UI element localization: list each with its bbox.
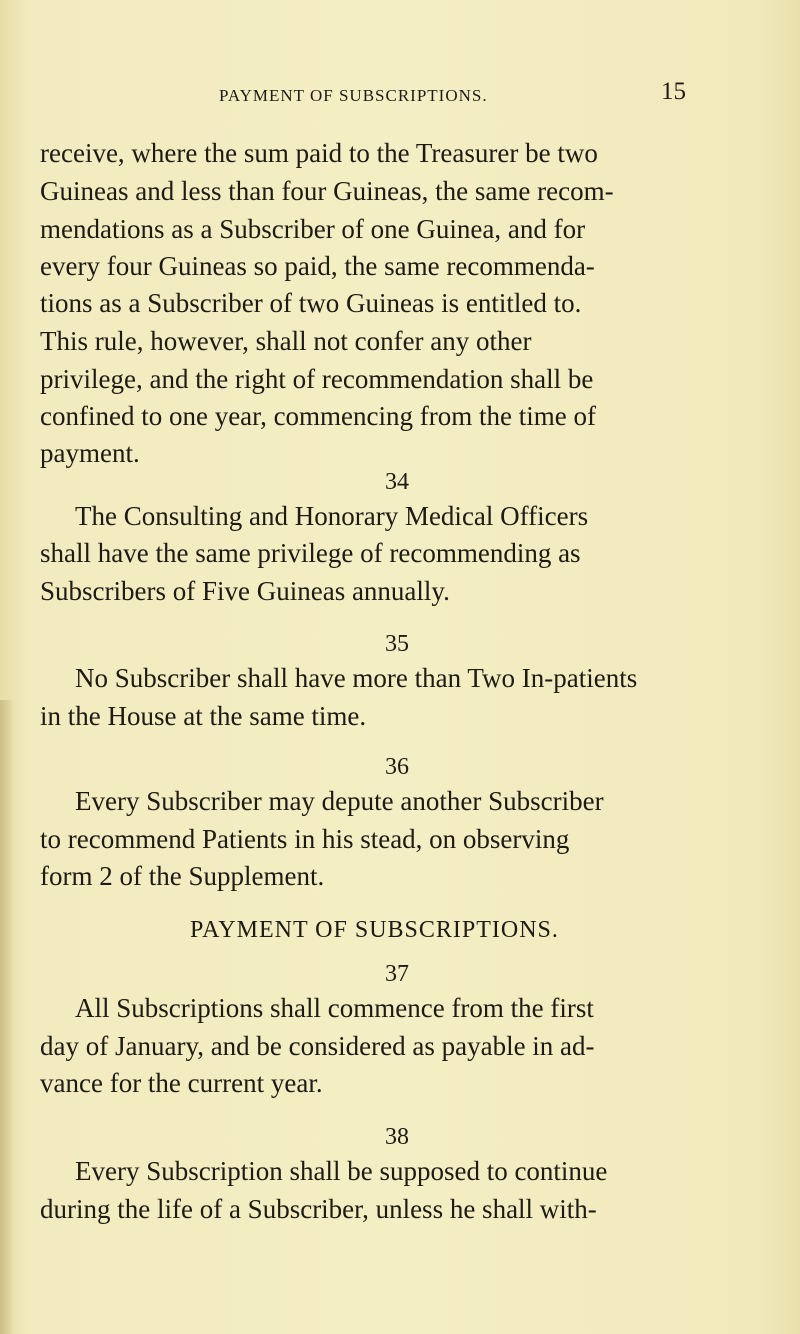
article-line: to recommend Patients in his stead, on observing (40, 824, 570, 854)
paragraph-line: tions as a Subscriber of two Guineas is entitled to. (40, 288, 582, 318)
paragraph-line: This rule, however, shall not confer any other (40, 326, 532, 356)
article-line: in the House at the same time. (40, 701, 367, 731)
running-head: PAYMENT OF SUBSCRIPTIONS. (219, 86, 488, 105)
article-line: vance for the current year. (40, 1068, 323, 1098)
article-line: form 2 of the Supplement. (40, 861, 325, 891)
paragraph-line: confined to one year, commencing from the time of (40, 401, 596, 431)
article-line: Every Subscription shall be supposed to continue (75, 1156, 608, 1186)
article-line: day of January, and be considered as payable in ad- (40, 1031, 595, 1061)
article-line: shall have the same privilege of recommending as (40, 538, 581, 568)
paragraph-line: mendations as a Subscriber of one Guinea, and for (40, 214, 586, 244)
paragraph-line: Guineas and less than four Guineas, the same recom- (40, 176, 614, 206)
page-number: 15 (661, 78, 686, 105)
article-line: All Subscriptions shall commence from the first (75, 993, 594, 1023)
article-line: No Subscriber shall have more than Two In-patients (75, 663, 638, 693)
article-line: Every Subscriber may depute another Subscriber (75, 786, 604, 816)
paragraph-line: every four Guineas so paid, the same recommenda- (40, 251, 595, 281)
article-line: Subscribers of Five Guineas annually. (40, 576, 450, 606)
article-number-36: 36 (385, 754, 409, 780)
paragraph-line: privilege, and the right of recommendation shall be (40, 364, 594, 394)
article-number-34: 34 (385, 469, 409, 495)
article-line: The Consulting and Honorary Medical Officers (75, 501, 589, 531)
paragraph-line: payment. (40, 438, 140, 468)
article-number-35: 35 (385, 631, 409, 657)
page-gutter-shadow (0, 700, 14, 1334)
article-line: during the life of a Subscriber, unless he shall with- (40, 1194, 597, 1224)
section-heading: PAYMENT OF SUBSCRIPTIONS. (190, 917, 559, 943)
paragraph-line: receive, where the sum paid to the Treasurer be two (40, 138, 598, 168)
article-number-37: 37 (385, 961, 409, 987)
article-number-38: 38 (385, 1124, 409, 1150)
